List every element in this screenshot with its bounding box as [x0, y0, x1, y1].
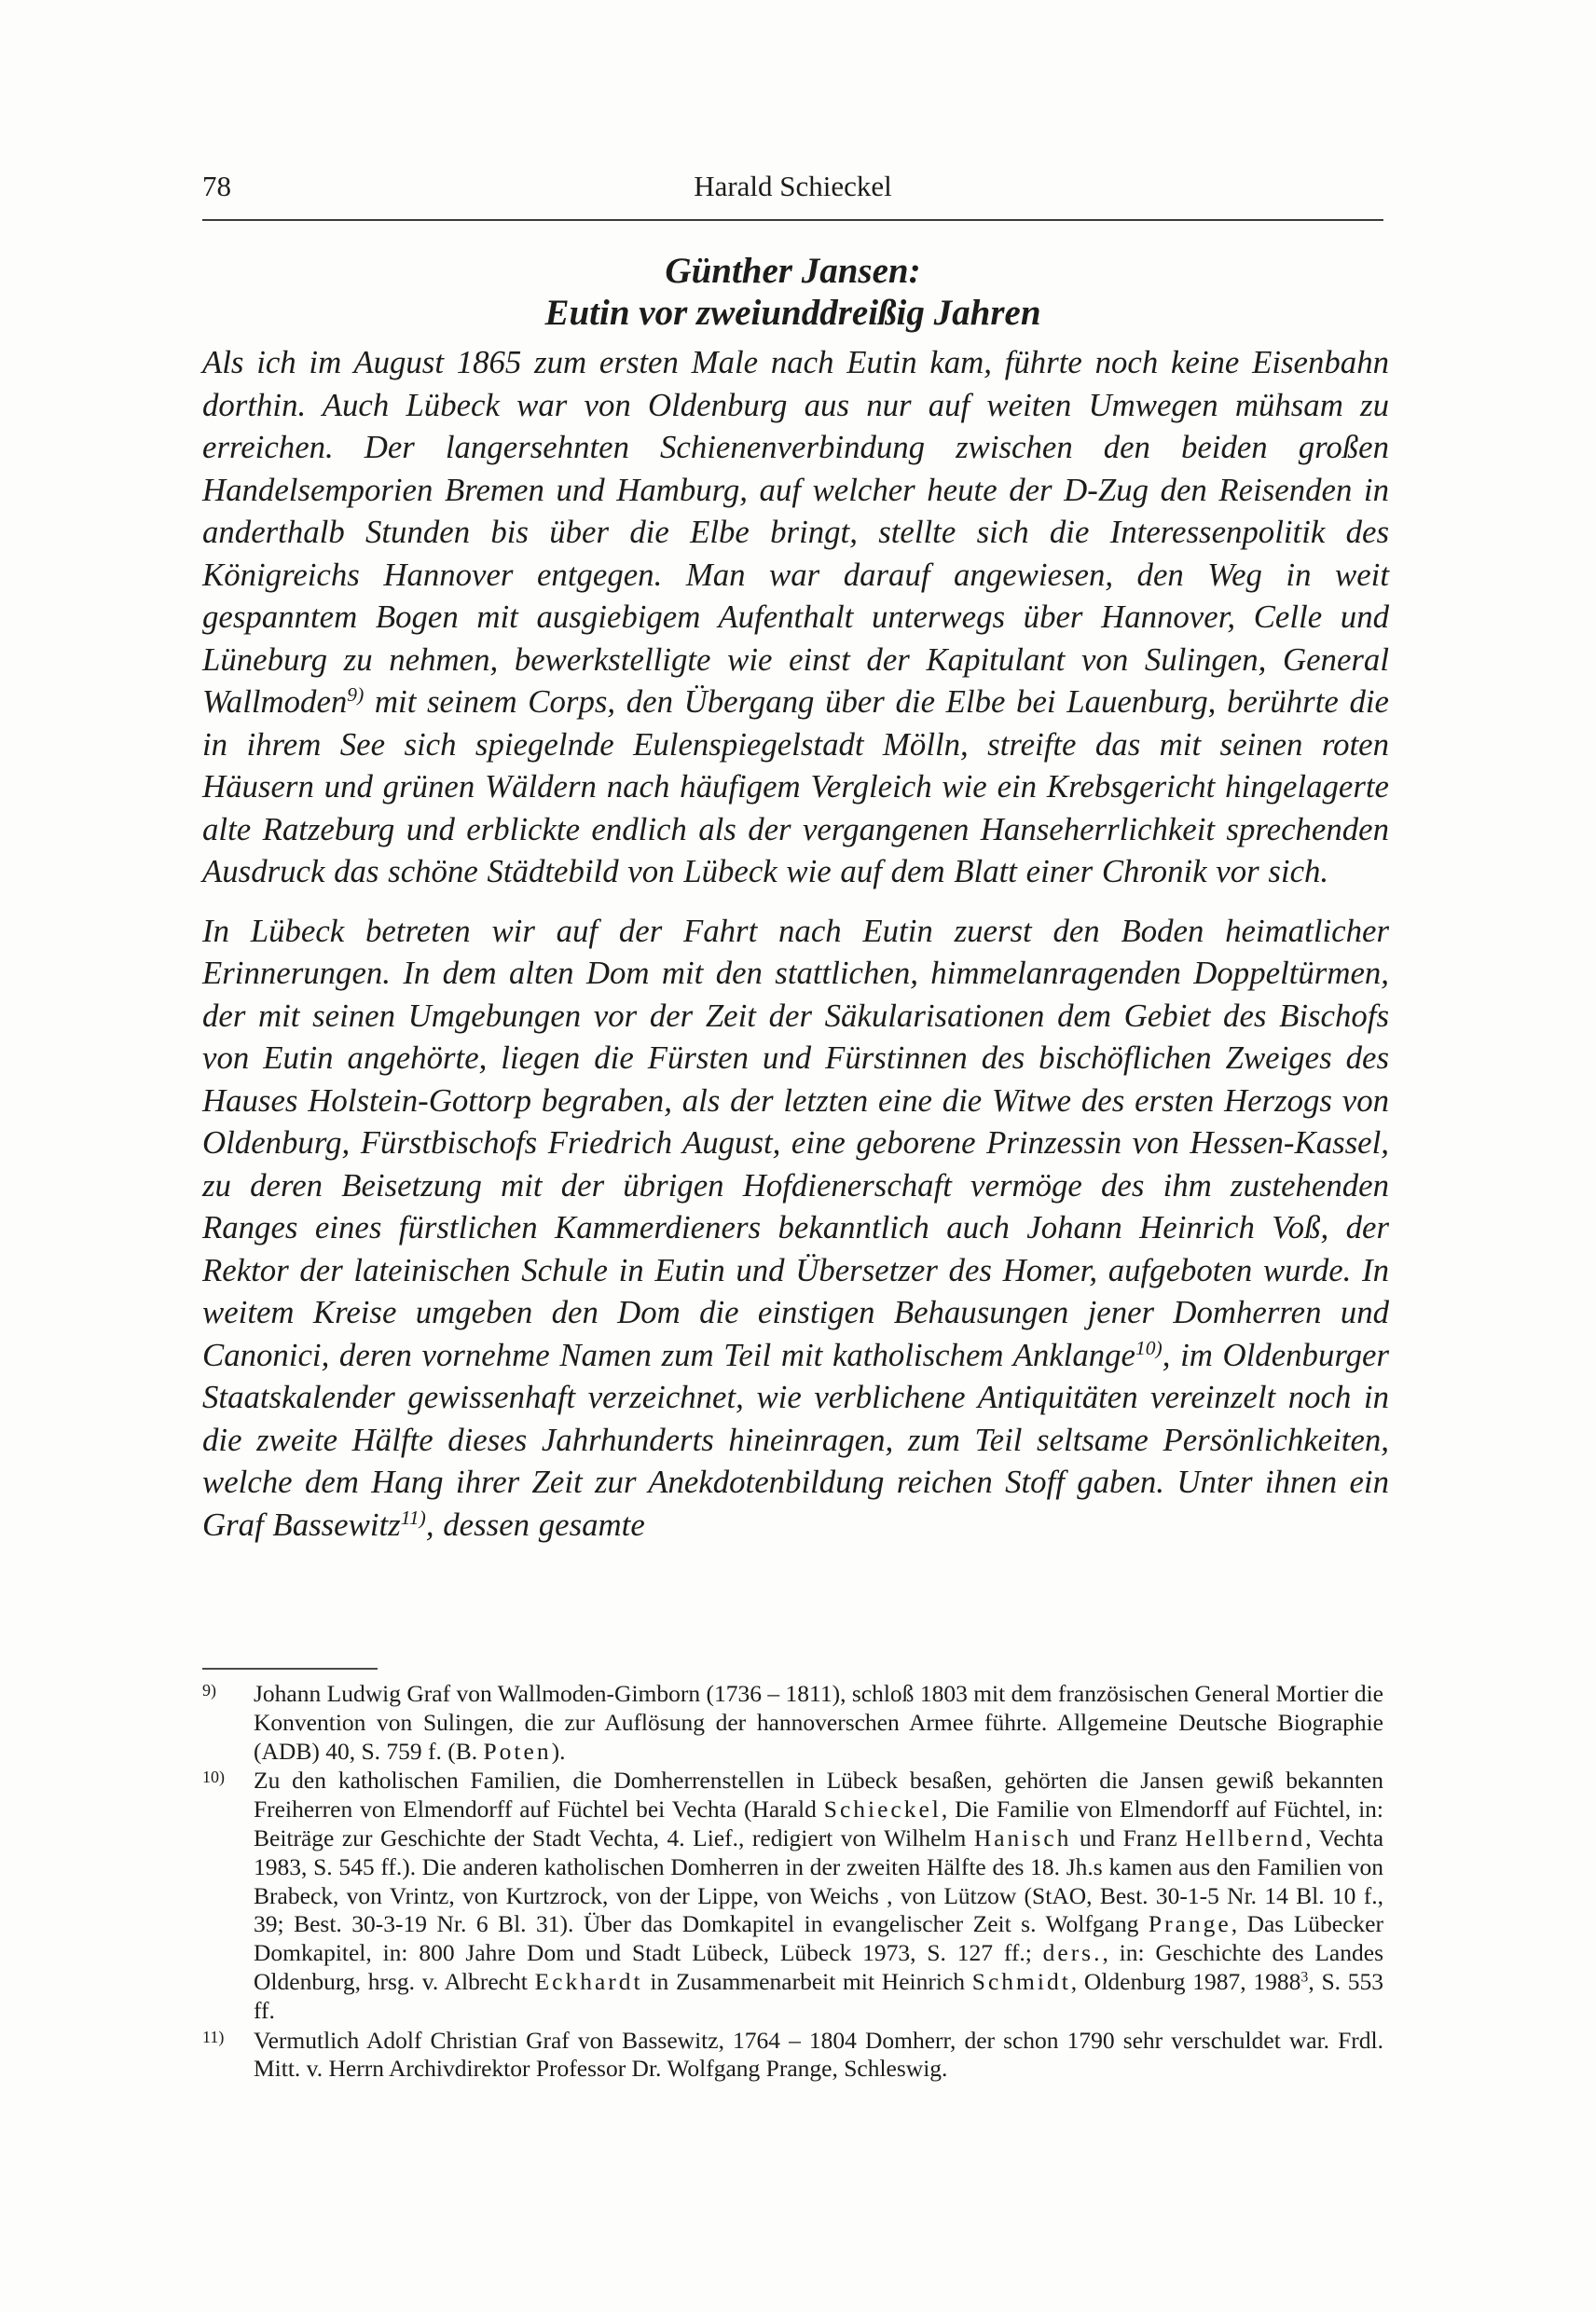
- footnote-text: Johann Ludwig Graf von Wallmoden-Gimborn (1736 – 1811), schloß 1803 mit dem französischen General Mortier die Konvention von Sulingen, die zur Auflösung der hannoverschen Armee führte. Allgemeine Deutsche Biographie (ADB) 40, S. 759 f. (B.: [254, 1680, 1383, 1765]
- spaced-author-name: Hellbernd: [1185, 1823, 1306, 1851]
- header-rule: [202, 219, 1383, 221]
- title-author: Günther Jansen:: [665, 251, 921, 291]
- running-title: Harald Schieckel: [694, 170, 892, 202]
- footnote-rule: [202, 1668, 378, 1670]
- footnote-marker: 11): [202, 2027, 225, 2046]
- footnote-9: [202, 1680, 1383, 1766]
- spaced-author-name: Schmidt: [971, 1967, 1071, 1995]
- paragraph: [202, 910, 1389, 1547]
- paragraph: [202, 341, 1389, 893]
- footnote-marker: 10): [202, 1768, 225, 1787]
- footnote-text: , Das Lübecker Domkapitel, in: 800 Jahre Dom und Stadt Lübeck, Lübeck 1973, S. 127 ff.;: [254, 1910, 1383, 1967]
- footnote-11: [202, 2027, 1383, 2085]
- page-number: 78: [202, 170, 231, 202]
- title-main: Eutin vor zweiunddreißig Jahren: [544, 293, 1041, 333]
- edition-superscript: 3: [1300, 1969, 1309, 1986]
- footnote-text: in Zusammenarbeit mit Heinrich: [642, 1967, 972, 1995]
- footnote-marker: 9): [202, 1681, 216, 1700]
- footnote-text: und Franz: [1071, 1823, 1186, 1851]
- spaced-author-name: Hanisch: [973, 1823, 1072, 1851]
- footnote-text: , Vechta 1983, S. 545 ff.). Die anderen katholischen Domherren in der zweiten Hälfte des 18. Jh.s kamen aus den Familien von Brabeck, von Vrintz, von Kurtzrock, von der Lippe, von Weichs , von Lützow (StAO, Best. 30-1-5 Nr. 14 Bl. 10 f., 39; Best. 30-3-19 Nr. 6 Bl. 31). Über das Domkapitel in evangelischer Zeit s. Wolfgang: [254, 1823, 1384, 1938]
- footnote-text: Zu den katholischen Familien, die Domherrenstellen in Lübeck besaßen, gehörten die Jansen gewiß bekannten Freiherren von Elmendorff auf Füchtel bei Vechta (Harald: [254, 1767, 1383, 1823]
- footnote-text: , Die Familie von Elmendorff auf Füchtel, in: Beiträge zur Geschichte der Stadt Vechta, 4. Lief., redigiert von Wilhelm: [254, 1796, 1383, 1851]
- running-head: [202, 170, 1383, 216]
- paragraph-text: , im Oldenburger Staatskalender gewissenhaft verzeichnet, wie verblichene Antiquitäten vereinzelt noch in die zweite Hälfte dieses Jahrhunderts hineinragen, zum Teil seltsame Persönlichkeiten, welche dem Hang ihrer Zeit zur Anekdotenbildung reichen Stoff gaben. Unter ihnen ein Graf Bassewitz: [202, 1336, 1389, 1543]
- paragraph-text: Als ich im August 1865 zum ersten Male nach Eutin kam, führte noch keine Eisenbahn dorthin. Auch Lübeck war von Oldenburg aus nur auf weiten Umwegen mühsam zu erreichen. Der langersehnten Schienenverbindung zwischen den beiden großen Handelsemporien Bremen und Hamburg, auf welcher heute der D-Zug den Reisenden in anderthalb Stunden bis über die Elbe bringt, stellte sich die Interessenpolitik des Königreichs Hannover entgegen. Man war darauf angewiesen, den Weg in weit gespanntem Bogen mit ausgiebigem Aufenthalt unterwegs über Hannover, Celle und Lüneburg zu nehmen, bewerkstelligte wie einst der Kapitulant von Sulingen, General Wallmoden: [202, 344, 1389, 720]
- footnote-10: [202, 1767, 1383, 2025]
- paragraph-text: In Lübeck betreten wir auf der Fahrt nach Eutin zuerst den Boden heimatlicher Erinnerungen. In dem alten Dom mit den stattlichen, himmelanragenden Doppeltürmen, der mit seinen Umgebungen vor der Zeit der Säkularisationen dem Gebiet des Bischofs von Eutin angehörte, liegen die Fürsten und Fürstinnen des bischöflichen Zweiges des Hauses Holstein-Gottorp begraben, als der letzten eine die Witwe des ersten Herzogs von Oldenburg, Fürstbischofs Friedrich August, eine geborene Prinzessin von Hessen-Kassel, zu deren Beisetzung mit der übrigen Hofdienerschaft vermöge des ihm zustehenden Ranges eines fürstlichen Kammerdieners bekanntlich auch Johann Heinrich Voß, der Rektor der lateinischen Schule in Eutin und Übersetzer des Homer, aufgeboten wurde. In weitem Kreise umgeben den Dom die einstigen Behausungen jener Domherren und Canonici, deren vornehme Namen zum Teil mit katholischem Anklange: [202, 912, 1389, 1373]
- footnote-ref: 9): [347, 683, 365, 707]
- paragraph-text: , dessen gesamte: [425, 1506, 645, 1543]
- footnote-text: , Oldenburg 1987, 1988: [1070, 1967, 1301, 1995]
- footnote-ref: 11): [400, 1506, 426, 1529]
- spaced-author-name: ders.: [1042, 1939, 1103, 1967]
- spaced-author-name: Schieckel: [823, 1796, 942, 1823]
- paragraph-text: mit seinem Corps, den Übergang über die Elbe bei Lauenburg, berührte die in ihrem See sich spiegelnde Eulenspiegelstadt Mölln, streifte das mit seinen roten Häusern und grünen Wäldern nach häufigem Vergleich wie ein Krebsgericht hingelagerte alte Ratzeburg und erblickte endlich als der vergangenen Hanseherrlichkeit sprechenden Ausdruck das schöne Städtebild von Lübeck wie auf dem Blatt einer Chronik vor sich.: [202, 683, 1389, 889]
- spaced-author-name: Eckhardt: [534, 1967, 643, 1995]
- article-title: [202, 250, 1383, 334]
- footnote-text: , in: Geschichte des Landes Oldenburg, hrsg. v. Albrecht: [254, 1939, 1383, 1995]
- spaced-author-name: Poten: [483, 1737, 552, 1765]
- footnote-text: Vermutlich Adolf Christian Graf von Bassewitz, 1764 – 1804 Domherr, der schon 1790 sehr verschuldet war. Frdl. Mitt. v. Herrn Archivdirektor Professor Dr. Wolfgang Prange, Schleswig.: [254, 2026, 1383, 2083]
- body-text: [202, 341, 1389, 1546]
- footnote-text: , S. 553 ff.: [254, 1967, 1383, 2024]
- footnote-text: ).: [551, 1737, 566, 1765]
- footnotes: [202, 1680, 1383, 2085]
- spaced-author-name: Prange: [1148, 1910, 1231, 1938]
- footnote-ref: 10): [1135, 1336, 1163, 1359]
